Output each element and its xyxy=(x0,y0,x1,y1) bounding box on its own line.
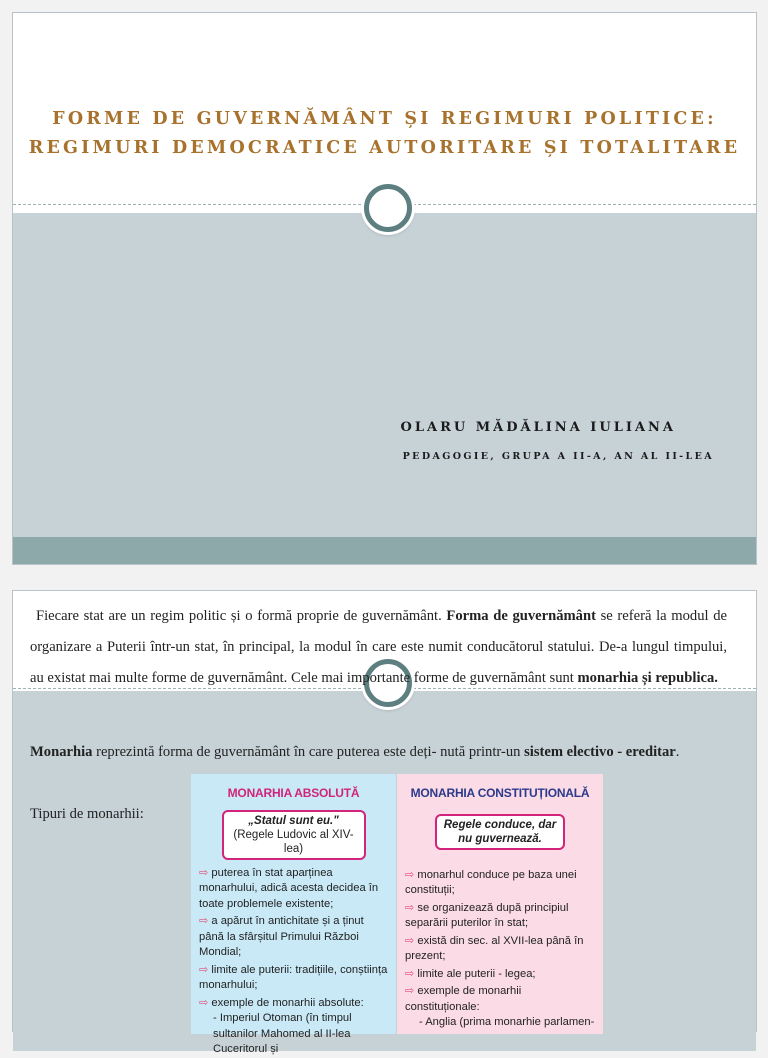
text-run: . xyxy=(714,670,718,686)
item-text: monarhul conduce pe baza unei constituții; xyxy=(405,868,577,896)
title-line-2: REGIMURI DEMOCRATICE AUTORITARE ȘI TOTALITARE xyxy=(28,138,741,158)
intro-paragraph xyxy=(30,601,727,694)
panel-heading: MONARHIA ABSOLUTĂ xyxy=(227,786,360,800)
arrow-right-icon: ⇨ xyxy=(405,985,415,997)
quote-author: (Regele Ludovic al XIV-lea) xyxy=(233,828,354,855)
list-item xyxy=(199,866,388,913)
item-text: există din sec. al XVII-lea până în prezent; xyxy=(405,934,584,962)
example-text: - Imperiul Otoman (în timpul sultanilor Mahomed al II-lea Cuceritorul și xyxy=(213,1012,352,1055)
arrow-right-icon: ⇨ xyxy=(199,963,209,976)
content-slide xyxy=(12,590,757,1055)
panel-heading: MONARHIA CONSTITUȚIONALĂ xyxy=(410,786,590,800)
item-text: exemple de monarhii absolute: xyxy=(211,996,364,1009)
circle-ornament-icon xyxy=(364,184,412,232)
item-text: exemple de monarhii constituționale: xyxy=(405,985,522,1013)
quote-text: „Statul sunt eu." xyxy=(248,814,339,827)
text-run: se referă la modul de organizare a Puterii într-un stat, în principal, la modul în care este numit conducătorul statului. De-a lungul timpului, au existat mai multe forme de guvernământ. Cele mai importante forme de guvernământ sunt xyxy=(30,608,728,686)
list-item xyxy=(199,996,388,1058)
bold-term: Forma de guvernământ xyxy=(446,608,596,624)
list-item xyxy=(405,868,595,899)
arrow-right-icon: ⇨ xyxy=(405,901,415,914)
absolute-monarchy-panel xyxy=(191,774,396,1055)
item-text: se organizează după principiul separării puterilor în stat; xyxy=(405,901,569,929)
constitutional-monarchy-panel xyxy=(397,774,603,1034)
list-item xyxy=(405,934,595,965)
list-item xyxy=(405,967,595,983)
text-run: . xyxy=(675,744,680,760)
item-text: a apărut în antichitate și a ținut până la sfârșitul Primului Război Mondial; xyxy=(199,915,364,958)
title-slide xyxy=(12,12,757,565)
list-item xyxy=(405,901,595,932)
slide-title xyxy=(13,105,756,163)
bold-term: sistem electivo - ereditar xyxy=(524,744,676,760)
monarchy-paragraph xyxy=(30,738,727,767)
example-text: - Anglia (prima monarhie parlamen- xyxy=(419,1016,595,1028)
panel-list xyxy=(191,866,396,1058)
arrow-right-icon: ⇨ xyxy=(199,996,209,1009)
author-name: OLARU MĂDĂLINA IULIANA xyxy=(400,420,676,435)
arrow-right-icon: ⇨ xyxy=(405,934,415,947)
bold-term: republica xyxy=(655,670,715,686)
panel-list xyxy=(397,868,603,1031)
arrow-right-icon: ⇨ xyxy=(405,967,415,980)
arrow-right-icon: ⇨ xyxy=(199,915,209,927)
author-group: PEDAGOGIE, GRUPA A II-A, AN AL II-LEA xyxy=(402,451,714,462)
item-text: limite ale puterii - legea; xyxy=(417,967,536,980)
quote-box xyxy=(222,810,366,860)
list-item xyxy=(199,963,388,994)
text-run: reprezintă forma de guvernământ în care puterea este deți- nută printr-un xyxy=(92,744,525,760)
quote-box: Regele conduce, dar nu guvernează. xyxy=(435,814,565,850)
monarchy-types-label: Tipuri de monarhii: xyxy=(30,806,144,822)
slide-band-teal xyxy=(13,537,756,564)
text-run: și xyxy=(638,670,656,686)
text-run: Fiecare stat are un regim politic și o formă proprie de guvernământ. xyxy=(36,608,447,624)
list-item xyxy=(199,914,388,961)
arrow-right-icon: ⇨ xyxy=(199,866,209,879)
item-text: puterea în stat aparținea monarhului, adică acesta decidea în toate problemele existente; xyxy=(199,866,379,910)
bold-term: Monarhia xyxy=(30,744,93,760)
bold-term: monarhia xyxy=(577,670,639,686)
item-text: limite ale puterii: tradițiile, conștiința monarhului; xyxy=(199,963,388,991)
list-item xyxy=(405,984,595,1031)
arrow-right-icon: ⇨ xyxy=(405,868,415,881)
title-line-1: FORME DE GUVERNĂMÂNT ȘI REGIMURI POLITICE: xyxy=(52,109,717,129)
slide-band-gray xyxy=(13,213,756,537)
